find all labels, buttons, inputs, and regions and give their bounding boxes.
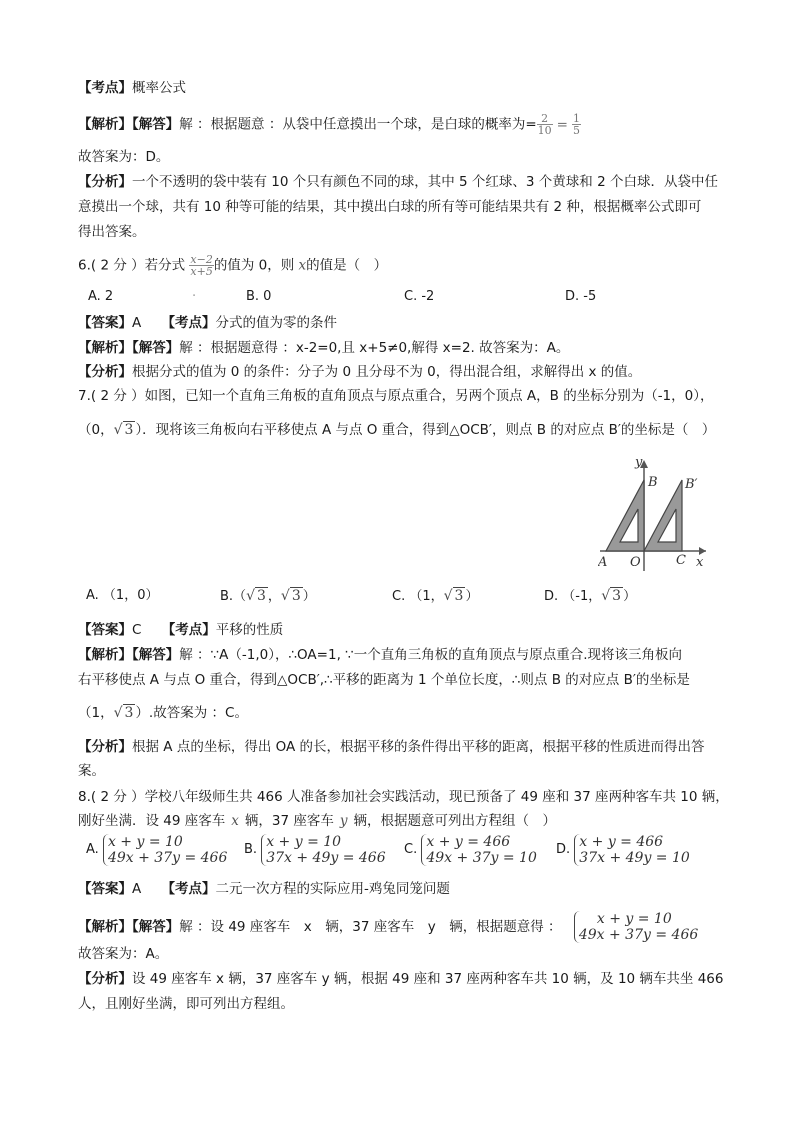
daan-value: C [132, 622, 142, 638]
q5-kaodian-line [78, 78, 186, 98]
q6-stem [78, 254, 387, 277]
q8-option-b: B. x + y = 10 37x + 49y = 466 [244, 834, 386, 866]
q7-option-b: B.（√ 3 ，√ 3 ） [220, 588, 316, 604]
q7-daan-line [78, 620, 283, 640]
jiexi-tag: 【解析】【解答】 [78, 919, 180, 935]
q5-jiexi-line [78, 113, 581, 136]
q6-daan-line [78, 313, 337, 333]
sqrt-3: √ 3 [280, 588, 301, 604]
q6-jiexi-line [78, 338, 569, 358]
x-axis-arrow [699, 547, 706, 555]
triangle-ocb-prime [644, 480, 682, 551]
q8-stem-2: 刚好坐满．设 49 座客车 x 辆，37 座客车 y 辆，根据题意可列出方程组（ ） [78, 813, 557, 829]
q5-fenxi-line-1 [78, 172, 718, 192]
q7-fenxi-line-2: 案。 [78, 763, 105, 779]
q5-answer-line: 故答案为：D。 [78, 149, 170, 165]
q6-stem-post: 的值是（ ） [306, 257, 388, 274]
q6-option-c: C. -2 [404, 289, 435, 304]
q6-option-b: B. 0 [246, 289, 272, 304]
label-y: y [635, 455, 643, 470]
label-b-prime: B′ [685, 477, 698, 492]
simplified-fraction: $\frac{1}{5}$ [572, 112, 580, 137]
triangle-translation-figure [598, 454, 712, 574]
sqrt-3: √ 3 [113, 422, 134, 438]
daan-tag: 【答案】 [78, 881, 132, 897]
q8-daan-line [78, 879, 450, 899]
label-a: A [598, 555, 608, 570]
daan-tag: 【答案】 [78, 622, 132, 638]
stem-pre: （0， [78, 422, 114, 438]
q7-fenxi-line-1 [78, 737, 705, 757]
q7-jiexi-line-1 [78, 645, 682, 665]
label-x: x [696, 555, 704, 570]
jiexi-text: 解 ：设 49 座客车 x 辆，37 座客车 y 辆，根据题意得 ： [179, 919, 562, 935]
q7-stem-2 [78, 420, 715, 440]
q6-stem-mid: 的值为 0，则 [213, 257, 295, 274]
var-x: x [298, 257, 307, 274]
q7-stem-1: 7.( 2 分 ）如图，已知一个直角三角板的直角顶点与原点重合，另两个顶点 A，B 的坐标分别为（-1，0）， [78, 388, 714, 404]
fenxi-text: 根据 A 点的坐标，得出 OA 的长，根据平移的条件得出平移的距离，根据平移的性质进而得出答 [132, 739, 705, 755]
sqrt-3: √ 3 [443, 588, 464, 604]
q7-option-c: C. （1，√ 3 ） [392, 588, 479, 604]
q7-jiexi-line-3: （1，√ 3 ）.故答案为 ：C。 [78, 705, 248, 721]
jiexi-text: 解 ：根据题意得 ：x-2=0,且 x+5≠0,解得 x=2. 故答案为：A。 [179, 340, 570, 356]
fenxi-text: 根据分式的值为 0 的条件：分子为 0 且分母不为 0，得出混合组，求解得出 x 的值。 [132, 364, 642, 380]
kaodian-text: 概率公式 [132, 80, 186, 96]
q6-fraction: $\frac{x-2}{x+5}$ [190, 253, 213, 278]
kaodian-tag: 【考点】 [161, 315, 216, 331]
q8-option-d: D. x + y = 466 37x + 49y = 10 [556, 834, 690, 866]
sqrt-3: √ 3 [601, 588, 622, 604]
sqrt-3: √ 3 [113, 705, 134, 721]
probability-fraction: $\frac{2}{10}$ [537, 112, 552, 137]
daan-value: A [132, 881, 142, 897]
jiexi-text: 解 ：根据题意 ：从袋中任意摸出一个球，是白球的概率为= [179, 116, 537, 133]
q6-stem-pre: 6.( 2 分 ）若分式 [78, 257, 186, 274]
label-o: O [630, 555, 641, 570]
q8-fenxi-line-1 [78, 969, 723, 989]
kaodian-tag: 【考点】 [78, 80, 132, 96]
jiexi-tag: 【解析】【解答】 [78, 116, 180, 133]
q8-stem-1: 8.( 2 分 ）学校八年级师生共 466 人准备参加社会实践活动，现已预备了 49 座和 37 座两种客车共 10 辆， [78, 789, 729, 805]
label-c: C [676, 553, 686, 568]
q7-option-a: A. （1，0） [86, 588, 159, 603]
fenxi-tag: 【分析】 [78, 971, 132, 987]
equals-sign: = [556, 116, 568, 133]
equation-system: x + y = 466 49x + 37y = 10 [421, 834, 537, 866]
equation-system: x + y = 466 37x + 49y = 10 [574, 834, 690, 866]
q8-option-a: A. x + y = 10 49x + 37y = 466 [86, 834, 228, 866]
daan-value: A [132, 315, 142, 331]
kaodian-text: 平移的性质 [215, 622, 284, 638]
fenxi-text: 一个不透明的袋中装有 10 个只有颜色不同的球，其中 5 个红球、3 个黄球和 2 个白球．从袋中任 [132, 174, 718, 190]
dot-mark: · [192, 289, 197, 304]
q6-fenxi-line [78, 362, 641, 382]
label-b: B [648, 475, 658, 490]
kaodian-text: 二元一次方程的实际应用-鸡兔同笼问题 [215, 881, 450, 897]
q8-option-c: C. x + y = 466 49x + 37y = 10 [404, 834, 537, 866]
jiexi-tag: 【解析】【解答】 [78, 647, 180, 663]
q8-jiexi-line [78, 908, 698, 946]
equation-system: x + y = 10 49x + 37y = 466 [103, 834, 227, 866]
kaodian-text: 分式的值为零的条件 [215, 315, 338, 331]
kaodian-tag: 【考点】 [161, 881, 216, 897]
sqrt-3: √ 3 [246, 588, 266, 604]
triangle-aob [606, 480, 644, 551]
var-y: y [339, 813, 348, 829]
q5-fenxi-line-3: 得出答案。 [78, 224, 146, 240]
jiexi-text: 解 ：∵A（-1,0），∴OA=1, ∵一个直角三角板的直角顶点与原点重合.现将该三角板向 [179, 647, 683, 663]
equation-system: x + y = 10 49x + 37y = 466 [574, 911, 698, 943]
q8-answer-line: 故答案为：A。 [78, 946, 169, 962]
daan-tag: 【答案】 [78, 315, 132, 331]
q6-option-d: D. -5 [565, 289, 597, 304]
q7-option-d: D. （-1，√ 3 ） [544, 588, 637, 604]
jiexi-tag: 【解析】【解答】 [78, 340, 180, 356]
fenxi-text: 设 49 座客车 x 辆，37 座客车 y 辆，根据 49 座和 37 座两种客车共 10 辆，及 10 辆车共坐 466 [132, 971, 724, 987]
kaodian-tag: 【考点】 [161, 622, 216, 638]
q5-fenxi-line-2: 意摸出一个球，共有 10 种等可能的结果，其中摸出白球的所有等可能结果共有 2 种，根据概率公式即可 [78, 199, 702, 215]
fenxi-tag: 【分析】 [78, 364, 132, 380]
q7-jiexi-line-2: 右平移使点 A 与点 O 重合，得到△OCB′,∴平移的距离为 1 个单位长度，∴则点 B 的对应点 B′的坐标是 [78, 672, 690, 688]
equation-system: x + y = 10 37x + 49y = 466 [261, 834, 385, 866]
q8-fenxi-line-2: 人，且刚好坐满，即可列出方程组。 [78, 996, 294, 1012]
stem-post: ）．现将该三角板向右平移使点 A 与点 O 重合，得到△OCB′，则点 B 的对应点 B′的坐标是（ ） [135, 422, 716, 438]
fenxi-tag: 【分析】 [78, 739, 132, 755]
fenxi-tag: 【分析】 [78, 174, 132, 190]
var-x: x [231, 813, 239, 829]
q6-option-a: A. 2 [88, 289, 114, 304]
